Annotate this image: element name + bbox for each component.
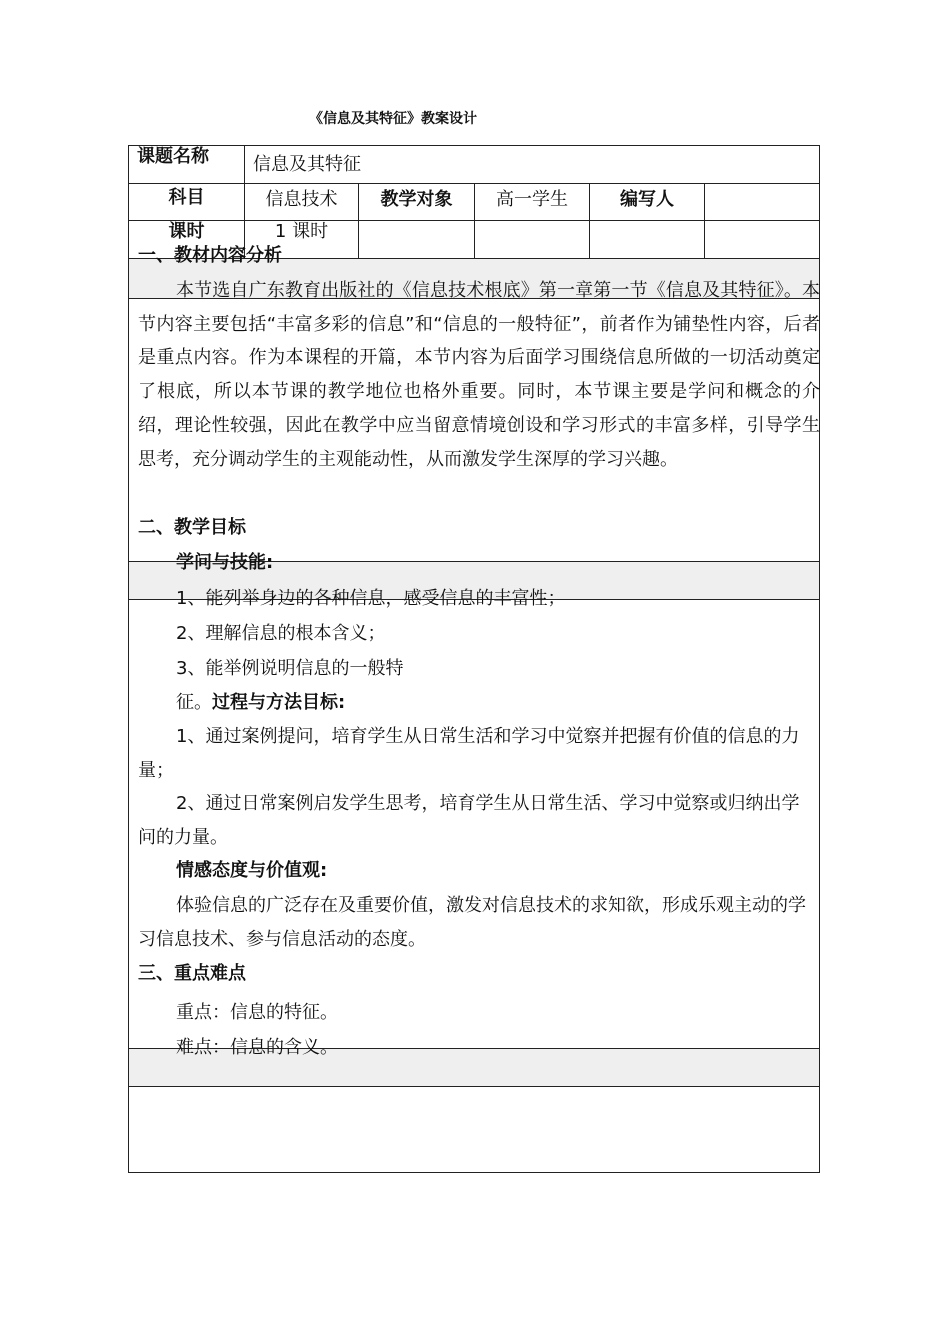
audience-value: 高一学生 [496, 189, 568, 210]
material-analysis-paragraph: 本节选自广东教育出版社的《信息技术根底》第一章第一节《信息及其特征》。本节内容主要包括“丰富多彩的信息”和“信息的一般特征”，前者作为铺垫性内容，后者是重点内容。作为本课程的开篇，本节内容为后面学习围绕信息所做的一切活动奠定了根底，所以本节课的教学地位也格外重要。同时，本节课主要是学问和概念的介绍，理论性较强，因此在教学中应当留意情境创设和学习形式的丰富多样，引导学生思考，充分调动学生的主观能动性，从而激发学生深厚的学习兴趣。 [138, 280, 820, 470]
topic-value: 信息及其特征 [253, 153, 361, 175]
knowledge-skills-heading [176, 551, 273, 575]
hours-label: 课时 [168, 221, 205, 242]
list-item: 3、能举例说明信息的一般特 [176, 658, 404, 679]
emotion-values-heading [176, 859, 327, 883]
list-item: 2、通过日常案例启发学生思考，培育学生从日常生活、学习中觉察或归纳出学问的力量。 [138, 793, 800, 848]
list-item: 1、通过案例提问，培育学生从日常生活和学习中觉察并把握有价值的信息的力量； [138, 726, 800, 781]
knowledge-skills-heading-text: 学问与技能: [176, 552, 274, 573]
list-item: 2、理解信息的根本含义； [176, 623, 386, 644]
author-label: 编写人 [620, 189, 674, 210]
document-title: 《信息及其特征》教案设计 [309, 111, 477, 127]
hours-value: 1 课时 [274, 221, 329, 242]
section-heading-teaching-goals: 二、教学目标 [138, 517, 246, 538]
difficulty-line: 难点：信息的含义。 [176, 1037, 338, 1058]
table-rule [128, 1086, 820, 1087]
topic-label: 课题名称 [137, 146, 209, 167]
section-heading-material-analysis: 一、教材内容分析 [138, 245, 282, 266]
section-heading-key-difficulties: 三、重点难点 [138, 963, 246, 984]
list-item: 1、能列举身边的各种信息，感受信息的丰富性； [176, 588, 566, 609]
process-method-line [176, 691, 345, 715]
author-value [705, 184, 819, 216]
subject-value: 信息技术 [265, 189, 338, 210]
key-point-line: 重点：信息的特征。 [176, 1002, 338, 1023]
wrapped-tail-text: 征。 [176, 692, 212, 713]
subject-label: 科目 [168, 187, 205, 208]
audience-label: 教学对象 [380, 189, 453, 210]
process-method-heading: 过程与方法目标: [212, 692, 346, 713]
emotion-values-paragraph: 体验信息的广泛存在及重要价值，激发对信息技术的求知欲，形成乐观主动的学习信息技术、参与信息活动的态度。 [138, 895, 806, 950]
emotion-values-heading-text: 情感态度与价值观: [176, 860, 328, 881]
